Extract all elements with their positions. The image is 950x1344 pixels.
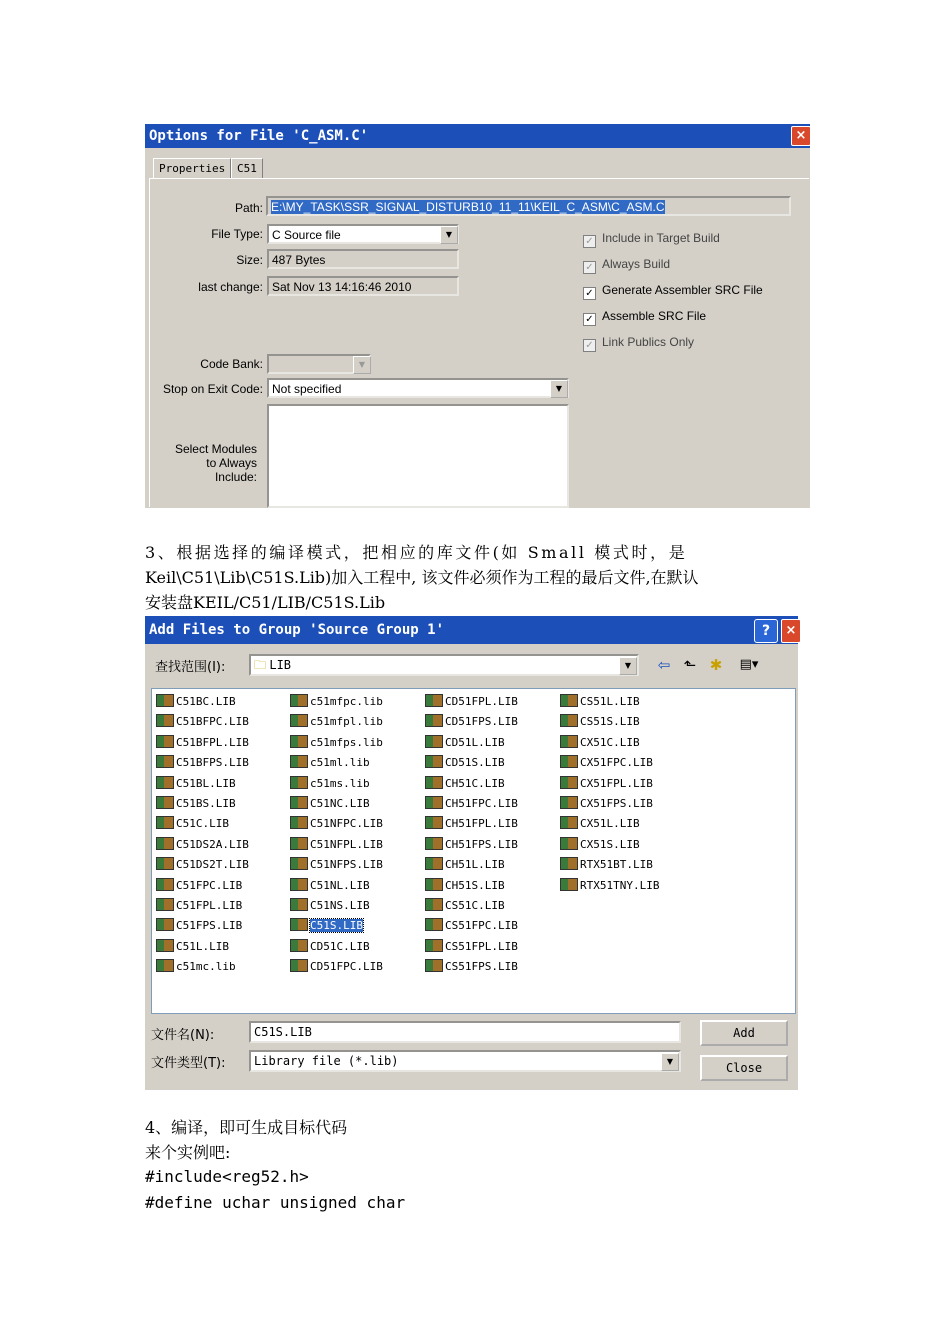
file-item[interactable] <box>290 855 383 874</box>
library-file-icon <box>425 796 443 809</box>
file-item[interactable] <box>290 896 370 915</box>
last-change-value: Sat Nov 13 14:16:46 2010 <box>272 280 412 294</box>
file-name: CS51S.LIB <box>580 715 640 729</box>
size-field <box>267 249 459 269</box>
library-file-icon <box>156 796 174 809</box>
file-name: C51NFPL.LIB <box>310 837 383 851</box>
library-file-icon <box>156 694 174 707</box>
file-item[interactable] <box>425 774 505 793</box>
library-file-icon <box>290 796 308 809</box>
file-name: RTX51BT.LIB <box>580 858 653 872</box>
file-name: C51C.LIB <box>176 817 229 831</box>
file-item[interactable] <box>560 835 640 854</box>
file-item[interactable] <box>156 937 229 956</box>
file-name: CH51S.LIB <box>445 878 505 892</box>
file-item[interactable] <box>425 937 518 956</box>
file-item[interactable] <box>156 957 236 976</box>
library-file-icon <box>290 959 308 972</box>
file-name: CX51S.LIB <box>580 837 640 851</box>
library-file-icon <box>290 898 308 911</box>
tab-properties[interactable]: Properties <box>153 158 231 179</box>
library-file-icon <box>425 816 443 829</box>
dialog-title: Options for File 'C_ASM.C' <box>145 124 810 148</box>
library-file-icon <box>425 959 443 972</box>
file-name: CX51L.LIB <box>580 817 640 831</box>
library-file-icon <box>425 939 443 952</box>
file-item[interactable] <box>156 835 249 854</box>
checkbox-box: ✓ <box>583 261 596 274</box>
file-type-value: C Source file <box>272 228 341 242</box>
library-file-icon <box>290 776 308 789</box>
file-name: CS51FPL.LIB <box>445 939 518 953</box>
checkbox-box: ✓ <box>583 287 596 300</box>
file-name: CX51FPL.LIB <box>580 776 653 790</box>
look-in-value: LIB <box>269 658 292 672</box>
library-file-icon <box>560 735 578 748</box>
library-file-icon <box>156 939 174 952</box>
file-name: CH51FPL.LIB <box>445 817 518 831</box>
file-name: C51NC.LIB <box>310 797 370 810</box>
stop-on-exit-select[interactable] <box>267 378 569 398</box>
file-name: CD51L.LIB <box>445 735 505 749</box>
library-file-icon <box>425 714 443 727</box>
file-item[interactable] <box>560 712 640 731</box>
library-file-icon <box>425 755 443 768</box>
link-publics-only-checkbox[interactable] <box>583 334 694 350</box>
code-bank-label: Code Bank: <box>200 357 263 371</box>
file-item[interactable] <box>290 876 370 895</box>
file-item[interactable] <box>290 957 383 976</box>
file-item[interactable] <box>425 712 518 731</box>
chevron-down-icon[interactable]: ▼ <box>619 657 637 675</box>
close-icon[interactable]: × <box>781 619 801 643</box>
always-build-checkbox[interactable] <box>583 256 670 272</box>
file-item[interactable] <box>425 753 505 772</box>
library-file-icon <box>560 694 578 707</box>
size-label: Size: <box>236 253 263 267</box>
dialog-title: Add Files to Group 'Source Group 1' <box>145 616 798 644</box>
file-item[interactable] <box>290 753 370 772</box>
file-item[interactable] <box>290 916 363 935</box>
file-item[interactable] <box>560 733 640 752</box>
code-line-define: #define uchar unsigned char <box>145 1193 406 1212</box>
file-name: RTX51TNY.LIB <box>580 878 660 892</box>
file-item[interactable] <box>156 814 229 833</box>
checkbox-box: ✓ <box>583 235 596 248</box>
file-name: C51NS.LIB <box>310 899 370 912</box>
filetype-select[interactable] <box>249 1050 681 1072</box>
file-item[interactable] <box>425 794 518 813</box>
file-name: CD51FPL.LIB <box>445 695 518 708</box>
file-name: C51FPL.LIB <box>176 899 243 912</box>
file-name: c51mc.lib <box>176 960 236 974</box>
filename-input[interactable] <box>249 1021 681 1043</box>
file-item[interactable] <box>425 733 505 752</box>
file-item[interactable] <box>156 876 242 895</box>
library-file-icon <box>425 898 443 911</box>
file-item[interactable] <box>425 814 518 833</box>
file-name: C51FPC.LIB <box>176 878 243 892</box>
file-item[interactable] <box>156 774 236 793</box>
file-item[interactable] <box>290 692 383 711</box>
options-for-file-dialog <box>145 124 810 508</box>
checkbox-box: ✓ <box>583 313 596 326</box>
library-file-icon <box>156 898 174 911</box>
file-name: C51FPS.LIB <box>176 919 243 933</box>
library-file-icon <box>156 735 174 748</box>
file-item[interactable] <box>290 774 370 793</box>
library-file-icon <box>425 776 443 789</box>
file-name: C51BL.LIB <box>176 776 236 790</box>
file-name: C51NFPS.LIB <box>310 858 383 872</box>
library-file-icon <box>425 857 443 870</box>
file-name: c51ml.lib <box>310 756 370 770</box>
library-file-icon <box>290 857 308 870</box>
file-item[interactable] <box>560 814 640 833</box>
add-files-dialog <box>145 616 798 1090</box>
file-item[interactable] <box>156 753 249 772</box>
file-name: C51BS.LIB <box>176 797 236 810</box>
chevron-down-icon[interactable]: ▼ <box>440 226 458 244</box>
path-value: E:\MY_TASK\SSR_SIGNAL_DISTURB10_11_11\KEIL_C_ASM\C_ASM.C <box>271 200 665 214</box>
checkbox-label: Link Publics Only <box>602 335 695 349</box>
file-item[interactable] <box>425 916 518 935</box>
library-file-icon <box>560 796 578 809</box>
file-name: C51NFPC.LIB <box>310 817 383 831</box>
file-item[interactable] <box>290 794 370 813</box>
file-name: c51mfpl.lib <box>310 715 383 729</box>
file-name: CS51FPC.LIB <box>445 919 518 933</box>
file-item[interactable] <box>560 876 659 895</box>
close-icon[interactable]: × <box>791 126 811 146</box>
file-item[interactable] <box>156 794 236 813</box>
chevron-down-icon[interactable]: ▼ <box>353 356 371 374</box>
generate-assembler-src-checkbox[interactable] <box>583 282 763 298</box>
file-name: CS51C.LIB <box>445 899 505 912</box>
file-type-label: File Type: <box>211 227 263 241</box>
file-item[interactable] <box>560 794 653 813</box>
step4-text: 4、编译，即可生成目标代码 <box>145 1118 348 1137</box>
close-button[interactable]: Close <box>700 1055 788 1081</box>
file-name: CH51FPS.LIB <box>445 837 518 851</box>
file-item[interactable] <box>425 855 505 874</box>
help-icon[interactable]: ? <box>754 619 778 643</box>
select-modules-label <box>155 442 257 484</box>
stop-on-exit-label: Stop on Exit Code: <box>162 382 263 396</box>
file-name: CD51S.LIB <box>445 756 505 770</box>
library-file-icon <box>425 918 443 931</box>
library-file-icon <box>156 837 174 850</box>
file-name: C51S.LIB <box>310 919 363 933</box>
file-item[interactable] <box>425 957 518 976</box>
library-file-icon <box>560 816 578 829</box>
file-item[interactable] <box>290 814 383 833</box>
library-file-icon <box>290 735 308 748</box>
library-file-icon <box>425 735 443 748</box>
library-file-icon <box>560 878 578 891</box>
checkbox-label: Generate Assembler SRC File <box>602 283 763 297</box>
step3-line2: Keil\C51\Lib\C51S.Lib)加入工程中, 该文件必须作为工程的最后文件,在默认 <box>145 568 699 587</box>
file-item[interactable] <box>425 835 518 854</box>
file-name: C51L.LIB <box>176 939 229 953</box>
file-item[interactable] <box>290 937 370 956</box>
library-file-icon <box>290 694 308 707</box>
folder-icon: 🗀 <box>254 658 267 672</box>
filename-value: C51S.LIB <box>254 1025 312 1039</box>
file-name: C51BC.LIB <box>176 695 236 708</box>
file-name: C51BFPC.LIB <box>176 715 249 729</box>
library-file-icon <box>290 837 308 850</box>
library-file-icon <box>290 918 308 931</box>
file-name: c51ms.lib <box>310 776 370 790</box>
file-name: c51mfps.lib <box>310 735 383 749</box>
file-item[interactable] <box>290 733 383 752</box>
size-value: 487 Bytes <box>272 253 326 267</box>
library-file-icon <box>425 878 443 891</box>
back-icon[interactable]: ⇦ <box>657 656 671 674</box>
checkbox-box: ✓ <box>583 339 596 352</box>
library-file-icon <box>156 959 174 972</box>
up-folder-icon[interactable]: ⬑ <box>683 656 697 674</box>
file-item[interactable] <box>156 712 249 731</box>
path-field[interactable] <box>266 196 791 216</box>
library-file-icon <box>156 776 174 789</box>
file-name: C51DS2A.LIB <box>176 837 249 851</box>
filetype-label: 文件类型(T): <box>151 1056 226 1071</box>
file-item[interactable] <box>156 916 242 935</box>
file-name: CS51L.LIB <box>580 695 640 708</box>
library-file-icon <box>290 816 308 829</box>
library-file-icon <box>156 755 174 768</box>
library-file-icon <box>156 857 174 870</box>
library-file-icon <box>560 755 578 768</box>
step3-line3: 安装盘KEIL/C51/LIB/C51S.Lib <box>145 593 386 612</box>
file-name: CX51FPC.LIB <box>580 756 653 770</box>
library-file-icon <box>560 837 578 850</box>
look-in-select[interactable] <box>249 654 639 676</box>
file-name: CX51FPS.LIB <box>580 797 653 810</box>
tab-c51[interactable]: C51 <box>231 158 263 179</box>
file-item[interactable] <box>425 876 505 895</box>
chevron-down-icon[interactable]: ▼ <box>661 1053 679 1071</box>
library-file-icon <box>560 714 578 727</box>
file-type-select[interactable] <box>267 224 459 244</box>
file-item[interactable] <box>156 692 236 711</box>
library-file-icon <box>425 837 443 850</box>
library-file-icon <box>156 816 174 829</box>
chevron-down-icon[interactable]: ▼ <box>550 380 568 398</box>
file-item[interactable] <box>560 855 653 874</box>
file-item[interactable] <box>560 774 653 793</box>
checkbox-label: Include in Target Build <box>602 231 720 245</box>
file-item[interactable] <box>290 835 383 854</box>
file-name: C51DS2T.LIB <box>176 858 249 872</box>
library-file-icon <box>425 694 443 707</box>
file-name: CD51FPS.LIB <box>445 715 518 729</box>
include-in-target-build-checkbox[interactable] <box>583 230 720 246</box>
file-item[interactable] <box>156 733 249 752</box>
file-name: C51BFPS.LIB <box>176 756 249 770</box>
file-name: CD51C.LIB <box>310 939 370 953</box>
library-file-icon <box>156 714 174 727</box>
file-name: CD51FPC.LIB <box>310 960 383 974</box>
filename-label: 文件名(N): <box>151 1028 215 1043</box>
checkbox-label: Always Build <box>602 257 671 271</box>
file-name: CH51FPC.LIB <box>445 797 518 810</box>
last-change-field <box>267 276 459 296</box>
file-item[interactable] <box>156 896 242 915</box>
modules-list[interactable] <box>267 404 569 508</box>
checkbox-label: Assemble SRC File <box>602 309 707 323</box>
path-label: Path: <box>234 201 263 215</box>
filetype-value: Library file (*.lib) <box>254 1054 399 1068</box>
stop-on-exit-value: Not specified <box>272 382 342 396</box>
file-item[interactable] <box>425 692 518 711</box>
library-file-icon <box>560 776 578 789</box>
file-item[interactable] <box>560 692 640 711</box>
library-file-icon <box>290 878 308 891</box>
file-name: c51mfpc.lib <box>310 695 383 708</box>
select-modules-line: to Always <box>206 456 257 470</box>
file-name: CH51C.LIB <box>445 776 505 790</box>
file-list[interactable] <box>151 688 796 1014</box>
file-item[interactable] <box>425 896 505 915</box>
library-file-icon <box>290 714 308 727</box>
library-file-icon <box>156 918 174 931</box>
step3-line1: 3、根据选择的编译模式，把相应的库文件(如 Small 模式时，是 <box>145 543 688 562</box>
file-name: CX51C.LIB <box>580 735 640 749</box>
example-text: 来个实例吧: <box>145 1143 231 1162</box>
assemble-src-checkbox[interactable] <box>583 308 706 324</box>
view-menu-icon[interactable]: ▤▾ <box>739 657 759 672</box>
last-change-label: last change: <box>198 280 263 294</box>
library-file-icon <box>290 755 308 768</box>
code-line-include: #include<reg52.h> <box>145 1167 309 1186</box>
file-name: CH51L.LIB <box>445 858 505 872</box>
file-name: C51BFPL.LIB <box>176 735 249 749</box>
library-file-icon <box>560 857 578 870</box>
select-modules-line: Include: <box>214 470 257 484</box>
look-in-label: 查找范围(I): <box>155 660 226 675</box>
library-file-icon <box>156 878 174 891</box>
file-item[interactable] <box>290 712 383 731</box>
file-name: CS51FPS.LIB <box>445 960 518 974</box>
file-item[interactable] <box>156 855 249 874</box>
add-button[interactable]: Add <box>700 1020 788 1046</box>
file-item[interactable] <box>560 753 653 772</box>
new-folder-icon[interactable]: ✱ <box>709 656 723 674</box>
library-file-icon <box>290 939 308 952</box>
select-modules-line: Select Modules <box>174 442 257 456</box>
file-name: C51NL.LIB <box>310 878 370 892</box>
